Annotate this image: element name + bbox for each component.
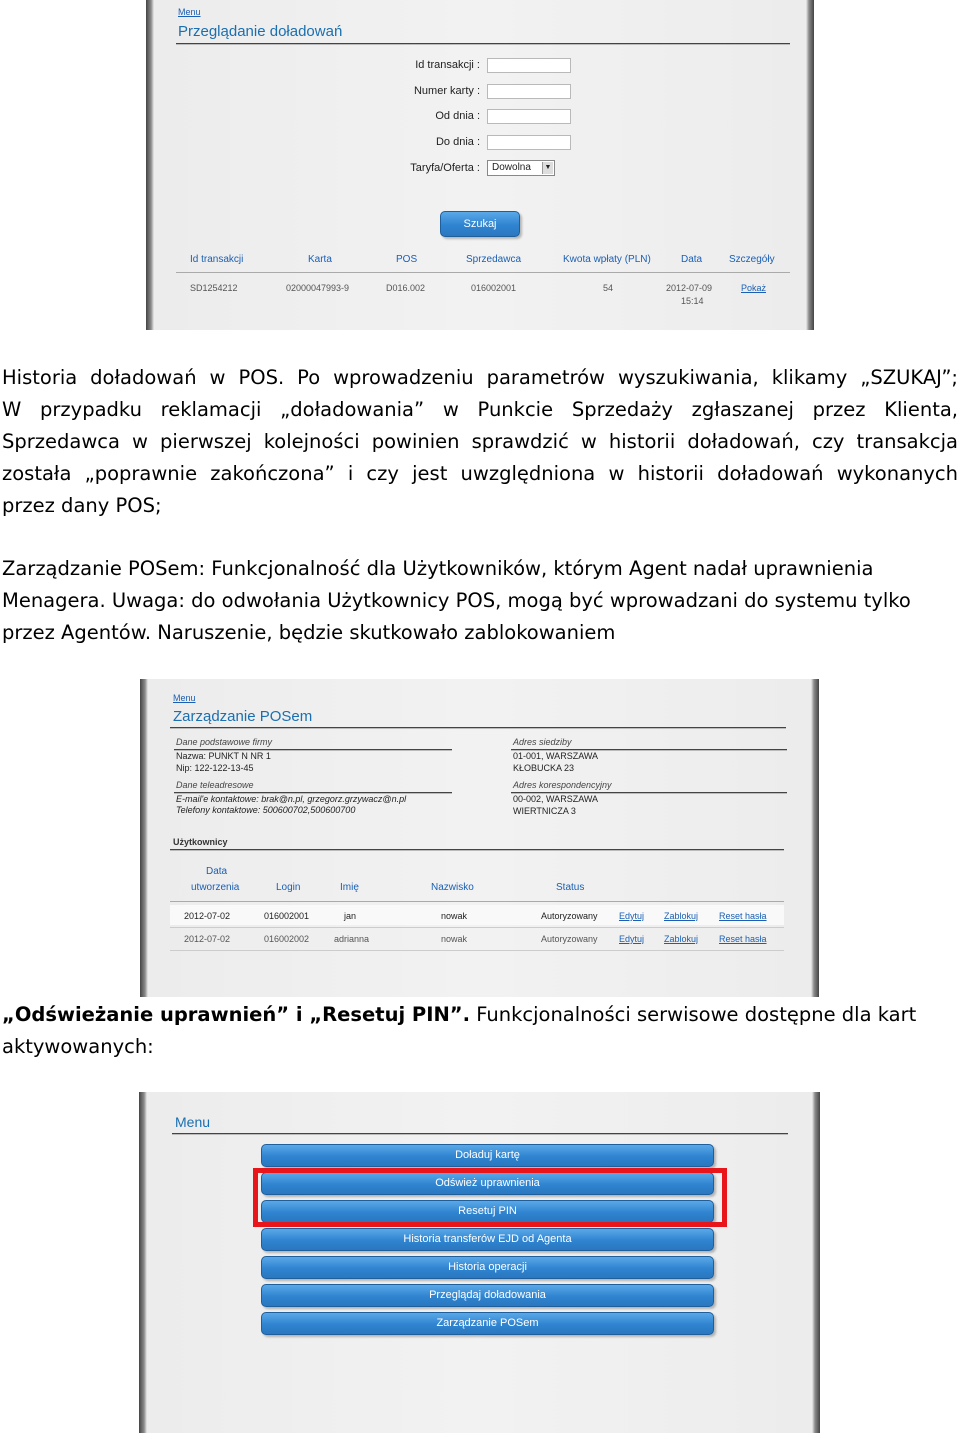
menu-link[interactable]: Menu [178, 7, 201, 17]
row-divider [170, 927, 784, 928]
tariff-select-value: Dowolna [492, 162, 531, 173]
address-line: 01-001, WARSZAWA [513, 751, 599, 761]
refresh-permissions-button[interactable]: Odśwież uprawnienia [261, 1172, 714, 1195]
date-from-label: Od dnia : [435, 110, 480, 122]
col-header-transaction-id[interactable]: Id transakcji [190, 254, 244, 265]
search-button[interactable]: Szukaj [440, 211, 520, 237]
screenshot-main-menu [139, 1092, 820, 1433]
col-header-pos[interactable]: POS [396, 254, 418, 265]
cell-status: Autoryzowany [541, 911, 598, 921]
table-header-divider [176, 272, 790, 273]
paragraph-line: Sprzedawca w pierwszej kolejności powinien sprawdzić w historii doładowań, czy transakcja [2, 430, 958, 453]
row-divider [170, 950, 784, 951]
screenshot-recharge-history [146, 0, 814, 330]
paragraph-line: została „poprawnie zakończona” i czy jest uwzględniona w historii doładowań wykonanych [2, 462, 958, 485]
highlight-box [253, 1168, 727, 1227]
col-header-login[interactable]: Login [276, 882, 301, 893]
cell-created-date: 2012-07-02 [184, 934, 231, 944]
title-divider [170, 727, 786, 728]
cell-last-name: nowak [441, 911, 468, 921]
block-user-link[interactable]: Zablokuj [664, 911, 699, 921]
reset-password-link[interactable]: Reset hasła [719, 911, 767, 921]
address-line: KŁOBUCKA 23 [513, 763, 575, 773]
contact-section-label: Dane teleadresowe [176, 780, 254, 790]
top-up-card-button[interactable]: Doładuj kartę [261, 1144, 714, 1167]
menu-link[interactable]: Menu [173, 693, 196, 703]
cell-first-name: adrianna [334, 934, 370, 944]
card-number-label: Numer karty : [413, 85, 480, 97]
card-number-input[interactable] [487, 84, 571, 99]
contact-phones: Telefony kontaktowe: 500600702,500600700 [176, 805, 356, 815]
col-header-date[interactable]: Data [681, 254, 703, 265]
cell-seller: 016002001 [471, 283, 517, 293]
cell-amount: 54 [603, 283, 614, 293]
col-header-details[interactable]: Szczegóły [729, 254, 775, 265]
cell-created-date: 2012-07-02 [184, 911, 231, 921]
paragraph-line: przez dany POS; [2, 494, 162, 517]
paragraph-line: W przypadku reklamacji „doładowania” w Punkcie Sprzedaży zgłaszanej przez Klienta, [2, 398, 958, 421]
edit-user-link[interactable]: Edytuj [619, 911, 645, 921]
company-nip: Nip: 122-122-13-45 [176, 763, 254, 773]
paragraph-line: Historia doładowań w POS. Po wprowadzeniu parametrów wyszukiwania, klikamy „SZUKAJ”; [2, 366, 958, 389]
col-header-seller[interactable]: Sprzedawca [466, 254, 522, 265]
address-section-label: Adres siedziby [513, 737, 572, 747]
cell-date: 2012-07-09 [666, 283, 713, 293]
company-name: Nazwa: PUNKT N NR 1 [176, 751, 271, 761]
block-user-link[interactable]: Zablokuj [664, 934, 699, 944]
col-header-last-name[interactable]: Nazwisko [431, 882, 474, 893]
edit-user-link[interactable]: Edytuj [619, 934, 645, 944]
company-section-label: Dane podstawowe firmy [176, 737, 273, 747]
paragraph-bold: „Odświeżanie uprawnień” i „Resetuj PIN”. [2, 1003, 471, 1026]
tariff-select[interactable] [487, 160, 555, 176]
ejd-transfer-history-button[interactable]: Historia transferów EJD od Agenta [261, 1228, 714, 1251]
cell-first-name: jan [344, 911, 357, 921]
correspondence-line: WIERTNICZA 3 [513, 806, 576, 816]
title-divider [176, 43, 790, 44]
col-header-created-date[interactable]: utworzenia [191, 882, 240, 893]
browse-recharges-button[interactable]: Przeglądaj doładowania [261, 1284, 714, 1307]
cell-pos: D016.002 [386, 283, 426, 293]
transaction-id-label: Id transakcji : [415, 59, 480, 71]
cell-status: Autoryzowany [541, 934, 598, 944]
table-header-divider [170, 901, 784, 902]
paragraph-text: Funkcjonalności serwisowe dostępne dla kart [470, 1003, 917, 1026]
col-header-amount[interactable]: Kwota wpłaty (PLN) [563, 254, 651, 265]
cell-transaction-id: SD1254212 [190, 283, 238, 293]
date-to-input[interactable] [487, 135, 571, 150]
date-to-label: Do dnia : [435, 136, 480, 148]
reset-password-link[interactable]: Reset hasła [719, 934, 767, 944]
tariff-label: Taryfa/Oferta : [410, 162, 480, 174]
paragraph-line [2, 999, 958, 1031]
paragraph-line: aktywowanych: [2, 1035, 154, 1058]
pos-management-button[interactable]: Zarządzanie POSem [261, 1312, 714, 1335]
operation-history-button[interactable]: Historia operacji [261, 1256, 714, 1279]
col-header-status[interactable]: Status [556, 882, 585, 893]
cell-login: 016002001 [264, 911, 310, 921]
contact-emails: E-mail'e kontaktowe: brak@n.pl, grzegorz.grzywacz@n.pl [176, 794, 407, 804]
cell-card: 02000047993-9 [286, 283, 350, 293]
details-link[interactable]: Pokaż [741, 283, 767, 293]
chevron-down-icon[interactable]: ▼ [542, 162, 553, 174]
page-title: Zarządzanie POSem [173, 708, 313, 725]
paragraph-line: Zarządzanie POSem: Funkcjonalność dla Użytkowników, którym Agent nadał uprawnienia [2, 557, 874, 580]
transaction-id-input[interactable] [487, 58, 571, 73]
users-section-label: Użytkownicy [173, 837, 228, 847]
col-header-created-date[interactable]: Data [206, 866, 228, 877]
cell-login: 016002002 [264, 934, 310, 944]
cell-time: 15:14 [681, 296, 704, 306]
title-divider [172, 1133, 788, 1134]
page-title: Przeglądanie doładowań [178, 23, 343, 40]
col-header-first-name[interactable]: Imię [340, 882, 359, 893]
reset-pin-button[interactable]: Resetuj PIN [261, 1200, 714, 1223]
paragraph-line: Menagera. Uwaga: do odwołania Użytkownicy POS, mogą być wprowadzani do systemu tylko [2, 589, 911, 612]
paragraph-line: przez Agentów. Naruszenie, będzie skutkowało zablokowaniem [2, 621, 616, 644]
users-section-divider [170, 849, 784, 850]
correspondence-line: 00-002, WARSZAWA [513, 794, 599, 804]
col-header-card[interactable]: Karta [308, 254, 332, 265]
correspondence-section-label: Adres korespondencyjny [513, 780, 612, 790]
date-from-input[interactable] [487, 109, 571, 124]
screenshot-pos-management [140, 679, 819, 997]
cell-last-name: nowak [441, 934, 468, 944]
menu-title: Menu [175, 1114, 211, 1130]
